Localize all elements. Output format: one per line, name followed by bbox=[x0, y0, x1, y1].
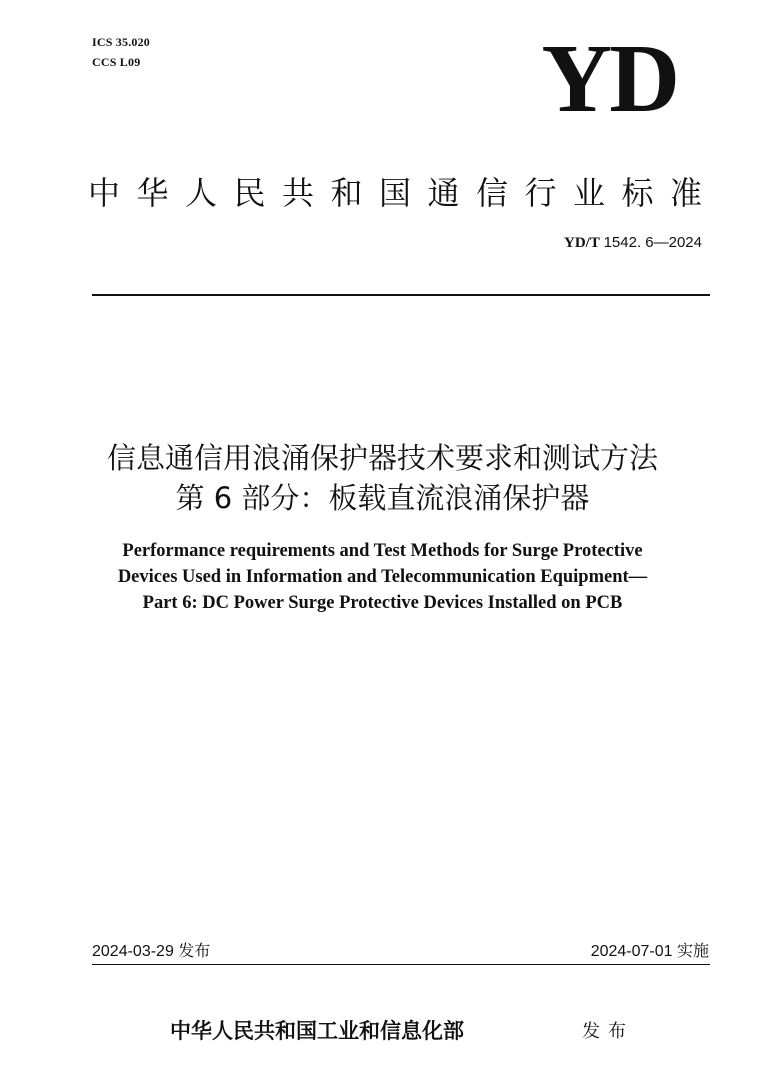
yd-logo: YD bbox=[541, 25, 677, 133]
chinese-title-line-2: 第 6 部分：板载直流浪涌保护器 bbox=[175, 481, 590, 515]
chinese-title-line-1: 信息通信用浪涌保护器技术要求和测试方法 bbox=[106, 441, 658, 475]
top-divider bbox=[92, 294, 710, 296]
standard-number-value: 1542. 6—2024 bbox=[603, 234, 702, 251]
english-title-line-1: Performance requirements and Test Methods for Surge Protective bbox=[122, 541, 643, 561]
standard-type-heading: 中华人民共和国通信行业标准 bbox=[88, 174, 719, 212]
english-title-line-3: Part 6: DC Power Surge Protective Devices Installed on PCB bbox=[142, 593, 623, 613]
english-title-line-2: Devices Used in Information and Telecommunication Equipment— bbox=[117, 567, 648, 587]
issue-date: 2024-03-29 发布 bbox=[92, 943, 211, 960]
publisher-name: 中华人民共和国工业和信息化部 bbox=[170, 1018, 464, 1043]
standard-number-prefix: YD/T bbox=[563, 235, 600, 251]
bottom-divider bbox=[92, 964, 710, 965]
standard-number bbox=[564, 234, 702, 252]
publish-label: 发布 bbox=[582, 1021, 634, 1042]
ccs-code: CCS L09 bbox=[92, 55, 141, 69]
ics-code: ICS 35.020 bbox=[92, 35, 151, 49]
implementation-date: 2024-07-01 实施 bbox=[590, 943, 709, 960]
